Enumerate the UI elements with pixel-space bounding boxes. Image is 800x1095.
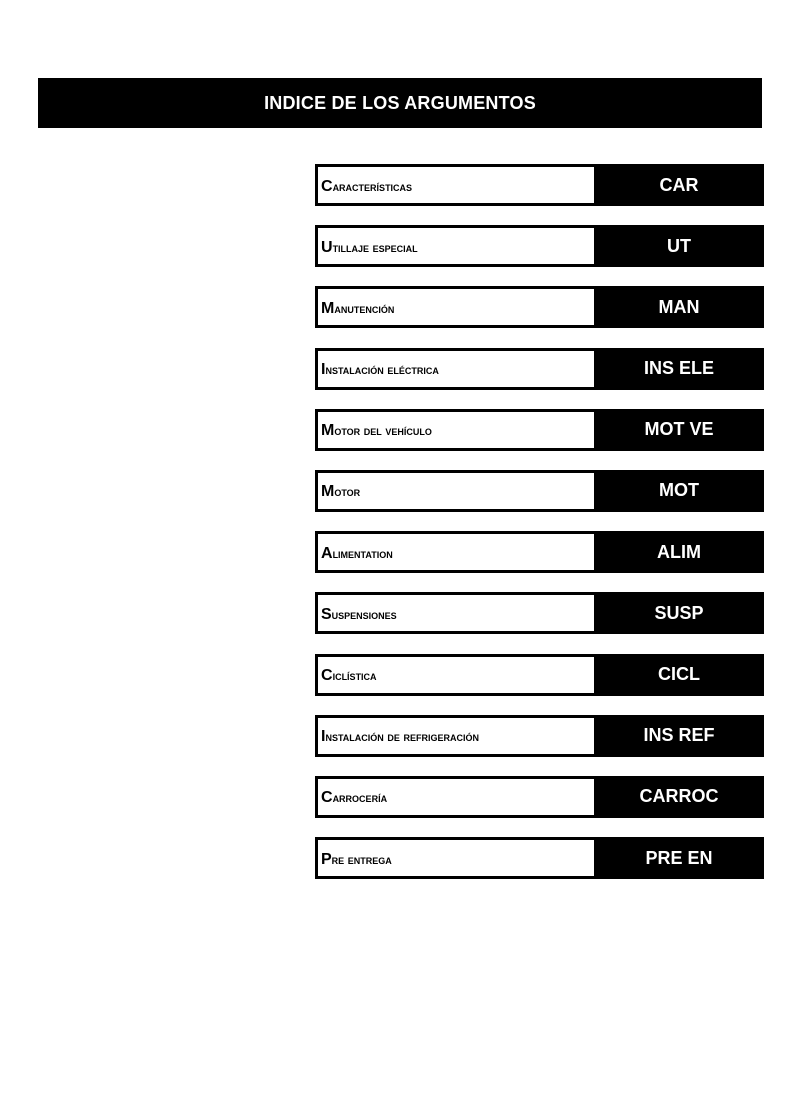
- index-item-code-box: [594, 531, 764, 573]
- index-item-code: ALIM: [657, 541, 701, 562]
- index-item-mot[interactable]: [315, 470, 764, 512]
- index-item-label: Instalación eléctrica: [321, 361, 439, 379]
- index-item-label: Ciclística: [321, 667, 377, 684]
- index-item-label: Manutención: [321, 299, 395, 317]
- index-item-label-box: [315, 592, 594, 634]
- index-item-code-box: [594, 837, 764, 879]
- index-item-alim[interactable]: [315, 531, 764, 573]
- index-item-label-box: [315, 837, 594, 879]
- index-item-code: UT: [667, 235, 691, 256]
- index-item-code: CAR: [659, 174, 699, 195]
- index-item-code-box: [594, 409, 764, 451]
- index-item-label-box: [315, 225, 594, 267]
- index-item-code: INS REF: [643, 725, 715, 746]
- index-item-code: CICL: [658, 664, 700, 684]
- index-item-label-box: [315, 470, 594, 512]
- index-item-label: Suspensiones: [321, 605, 397, 623]
- index-item-label: Instalación de refrigeración: [321, 728, 480, 746]
- index-item-label-box: [315, 654, 594, 696]
- index-item-label-box: [315, 776, 594, 818]
- index-item-code-box: [594, 592, 764, 634]
- index-item-code: MOT: [659, 480, 699, 501]
- index-item-code: MOT VE: [644, 419, 714, 440]
- index-item-label-box: [315, 164, 594, 206]
- index-item-code-box: [594, 470, 764, 512]
- index-item-label-box: [315, 286, 594, 328]
- index-item-cicl[interactable]: [315, 654, 764, 696]
- index-item-ins-ele[interactable]: [315, 348, 764, 390]
- index-item-label: Carrocería: [321, 789, 388, 807]
- index-item-man[interactable]: [315, 286, 764, 328]
- index-item-code: SUSP: [654, 602, 704, 623]
- index-item-mot-ve[interactable]: [315, 409, 764, 451]
- index-item-carroc[interactable]: [315, 776, 764, 818]
- index-item-ut[interactable]: [315, 225, 764, 267]
- index-item-label-box: [315, 715, 594, 757]
- index-item-code-box: [594, 715, 764, 757]
- index-item-label: Motor: [321, 483, 361, 501]
- index-list: [315, 164, 764, 898]
- index-item-label: Utillaje especial: [321, 238, 418, 256]
- index-item-label: Motor del vehículo: [321, 422, 432, 440]
- index-item-code-box: [594, 286, 764, 328]
- index-item-susp[interactable]: [315, 592, 764, 634]
- index-item-label: Características: [321, 177, 413, 195]
- index-item-code-box: [594, 225, 764, 267]
- index-item-code-box: [594, 776, 764, 818]
- index-item-code-box: [594, 654, 764, 696]
- index-item-label: Alimentation: [321, 544, 393, 562]
- page-title: INDICE DE LOS ARGUMENTOS: [264, 92, 536, 113]
- index-item-code: INS ELE: [643, 358, 714, 379]
- index-item-label-box: [315, 348, 594, 390]
- index-item-code: PRE EN: [645, 847, 713, 868]
- index-item-car[interactable]: [315, 164, 764, 206]
- page-header: [38, 78, 762, 128]
- index-item-code: CARROC: [639, 786, 719, 807]
- index-item-label-box: [315, 531, 594, 573]
- index-item-label-box: [315, 409, 594, 451]
- index-item-code-box: [594, 164, 764, 206]
- index-item-code: MAN: [658, 296, 700, 317]
- index-item-code-box: [594, 348, 764, 390]
- index-item-pre-en[interactable]: [315, 837, 764, 879]
- index-item-ins-ref[interactable]: [315, 715, 764, 757]
- index-item-label: Pre entrega: [321, 850, 392, 868]
